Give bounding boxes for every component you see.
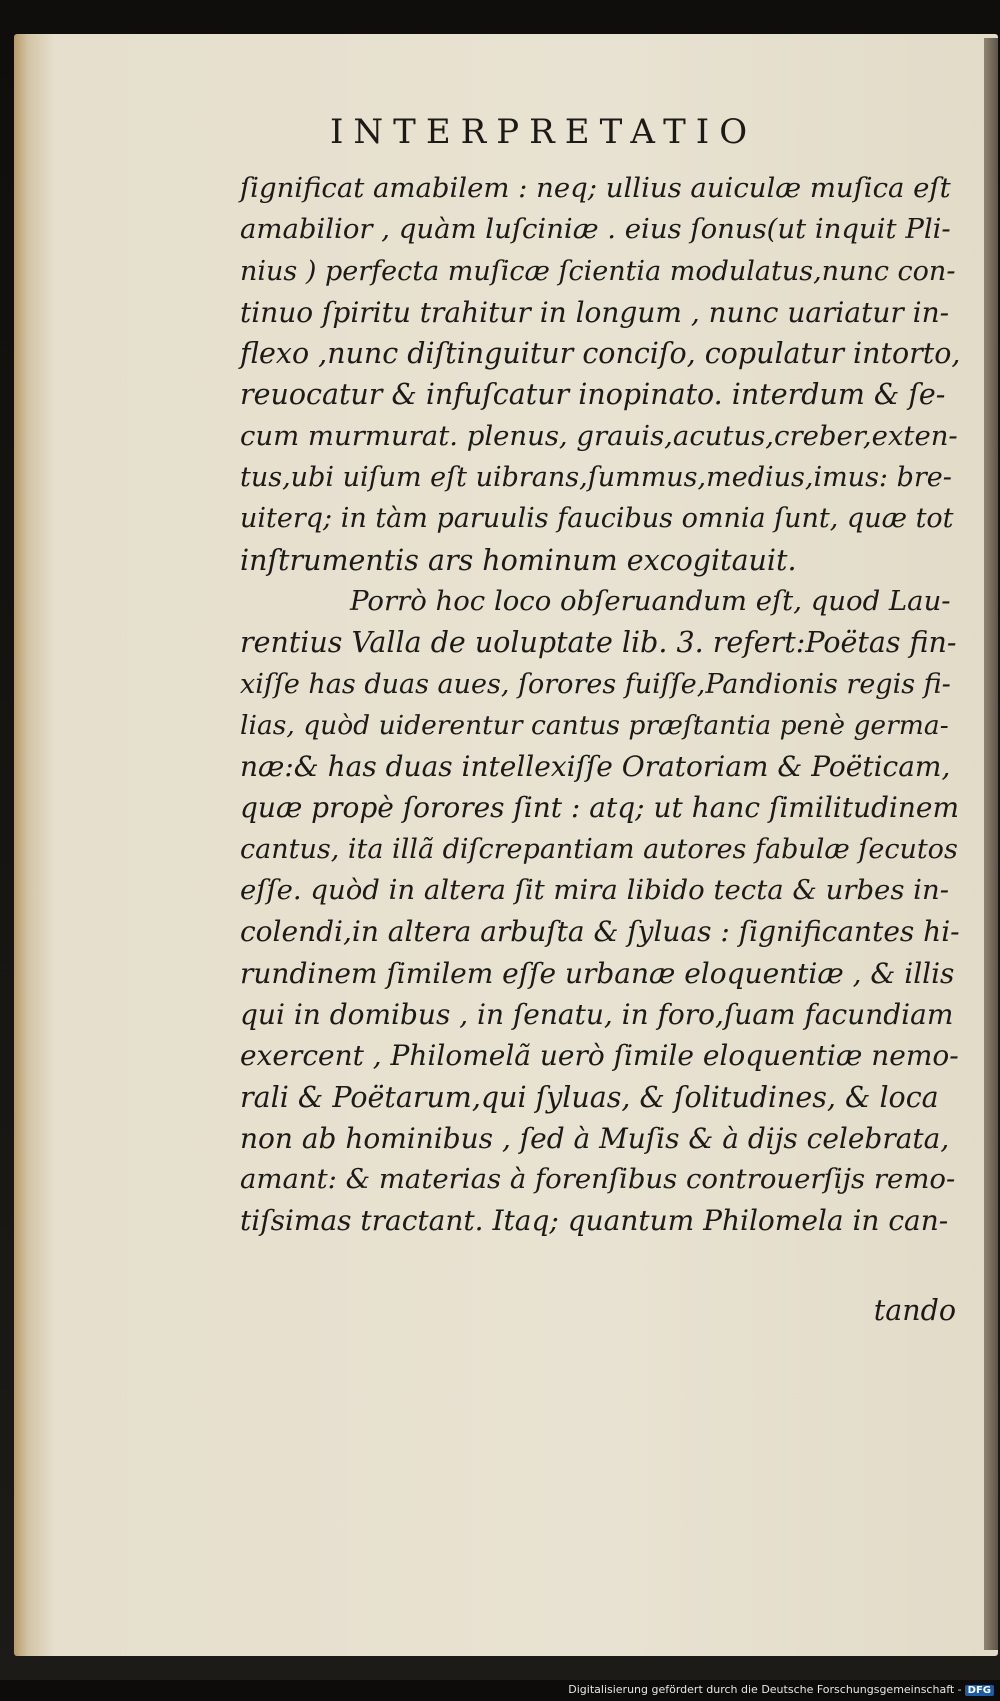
text-line: inſtrumentis ars hominum excogitauit. xyxy=(240,543,797,577)
text-line: lias, quòd uiderentur cantus præſtantia penè germa- xyxy=(240,709,949,741)
running-head: INTERPRETATIO xyxy=(330,112,758,152)
text-line: rundinem ſimilem eſſe urbanæ eloquentiæ , & illis xyxy=(240,956,955,990)
text-line: amant: & materias à forenſibus controuerſijs remo- xyxy=(240,1163,956,1196)
text-line: non ab hominibus , ſed à Muſis & à dijs celebrata, xyxy=(240,1121,950,1155)
text-line: cantus, ita illã diſcrepantiam autores fabulæ ſecutos xyxy=(240,833,958,865)
text-line: rentius Valla de uoluptate lib. 3. refert:Poëtas fin- xyxy=(240,626,957,660)
text-line: colendi,in altera arbuſta & ſyluas : ſignificantes hi- xyxy=(240,915,960,949)
text-line: cum murmurat. plenus, grauis,acutus,creber,exten- xyxy=(240,419,958,452)
dfg-logo: DFG xyxy=(965,1685,994,1696)
text-line: uiterq; in tàm paruulis faucibus omnia ſunt, quæ tot xyxy=(240,503,954,535)
text-line: tus,ubi uiſum eſt uibrans,ſummus,medius,imus: bre- xyxy=(240,462,952,494)
footer-credit xyxy=(568,1683,994,1696)
text-line: qui in domibus , in ſenatu, in foro,ſuam facundiam xyxy=(240,997,954,1031)
text-line: amabilior , quàm luſciniæ . eius ſonus(ut inquit Pli- xyxy=(240,213,951,246)
text-line: flexo ,nunc diſtinguitur conciſo, copulatur intorto, xyxy=(240,337,961,371)
page-edge xyxy=(984,38,998,1650)
catchword: tando xyxy=(873,1294,956,1327)
text-line: tiſsimas tractant. Itaq; quantum Philomela in can- xyxy=(240,1204,949,1238)
text-line: nius ) perfecta muſicæ ſcientia modulatus,nunc con- xyxy=(240,255,956,287)
text-line: quæ propè ſorores ſint : atq; ut hanc ſimilitudinem xyxy=(240,791,960,825)
text-line: rali & Poëtarum,qui ſyluas, & ſolitudines, & loca xyxy=(240,1080,939,1114)
text-line: eſſe. quòd in altera ſit mira libido tecta & urbes in- xyxy=(240,874,949,907)
footer-credit-text: Digitalisierung gefördert durch die Deutsche Forschungsgemeinschaft - xyxy=(568,1683,962,1696)
text-line: tinuo ſpiritu trahitur in longum , nunc uariatur in- xyxy=(240,295,950,329)
text-line: ſignificat amabilem : neq; ullius auiculæ muſica eſt xyxy=(240,172,951,204)
text-line: næ:& has duas intellexiſſe Oratoriam & Poëticam, xyxy=(240,750,951,784)
body-text xyxy=(240,168,960,1242)
text-line: exercent , Philomelã uerò ſimile eloquentiæ nemo- xyxy=(240,1039,959,1073)
text-line: Porrò hoc loco obſeruandum eſt, quod Lau- xyxy=(350,584,951,617)
text-line: reuocatur & infuſcatur inopinato. interdum & ſe- xyxy=(240,378,946,412)
text-line: xiſſe has duas aues, ſorores fuiſſe,Pandionis regis fi- xyxy=(240,668,951,700)
